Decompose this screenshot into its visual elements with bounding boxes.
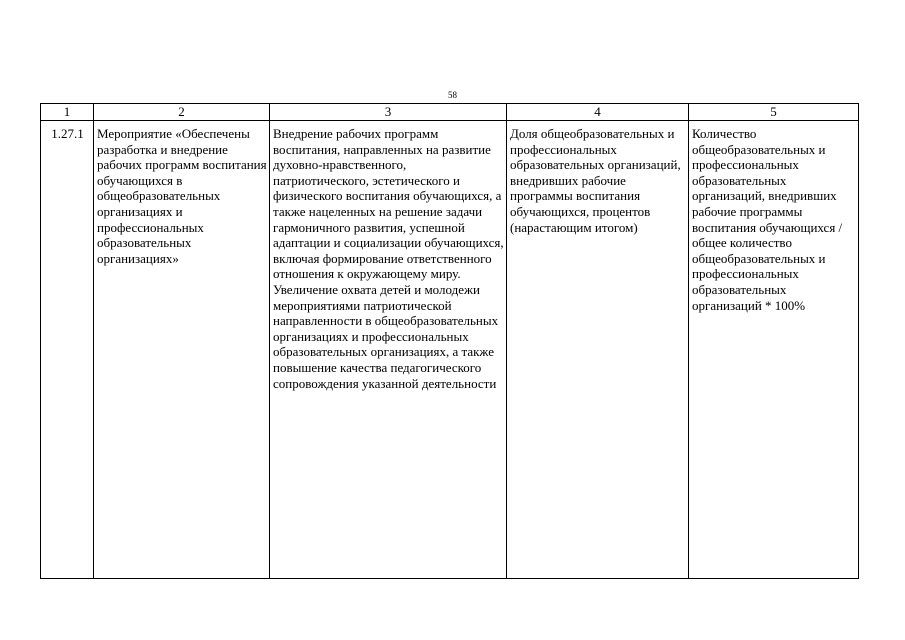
description-cell: Внедрение рабочих программ воспитания, направленных на развитие духовно-нравственного, патриотического, эстетического и физического воспитания обучающихся, а также нацеленных на решение задачи гармоничного развития, успешной адаптации и социализации обучающихся, включая формирование ответственного отношения к окружающему миру. Увеличение охвата детей и молодежи мероприятиями патриотической направленности в общеобразовательных организациях и профессиональных образовательных организациях, а также повышение качества педагогического сопровождения указанной деятельности	[270, 121, 507, 579]
page-number: 58	[448, 90, 457, 100]
table-row	[41, 121, 859, 579]
row-id-cell: 1.27.1	[41, 121, 94, 579]
column-header-5: 5	[689, 104, 859, 121]
document-table	[40, 103, 859, 579]
event-cell: Мероприятие «Обеспечены разработка и внедрение рабочих программ воспитания обучающихся в общеобразовательных организациях и профессиональных образовательных организациях»	[94, 121, 270, 579]
table-header-row	[41, 104, 859, 121]
formula-cell: Количество общеобразовательных и профессиональных образовательных организаций, внедривших рабочие программы воспитания обучающихся / общее количество общеобразовательных и профессиональных образовательных организаций * 100%	[689, 121, 859, 579]
column-header-3: 3	[270, 104, 507, 121]
column-header-4: 4	[507, 104, 689, 121]
indicator-cell: Доля общеобразовательных и профессиональных образовательных организаций, внедривших рабочие программы воспитания обучающихся, процентов (нарастающим итогом)	[507, 121, 689, 579]
column-header-2: 2	[94, 104, 270, 121]
column-header-1: 1	[41, 104, 94, 121]
